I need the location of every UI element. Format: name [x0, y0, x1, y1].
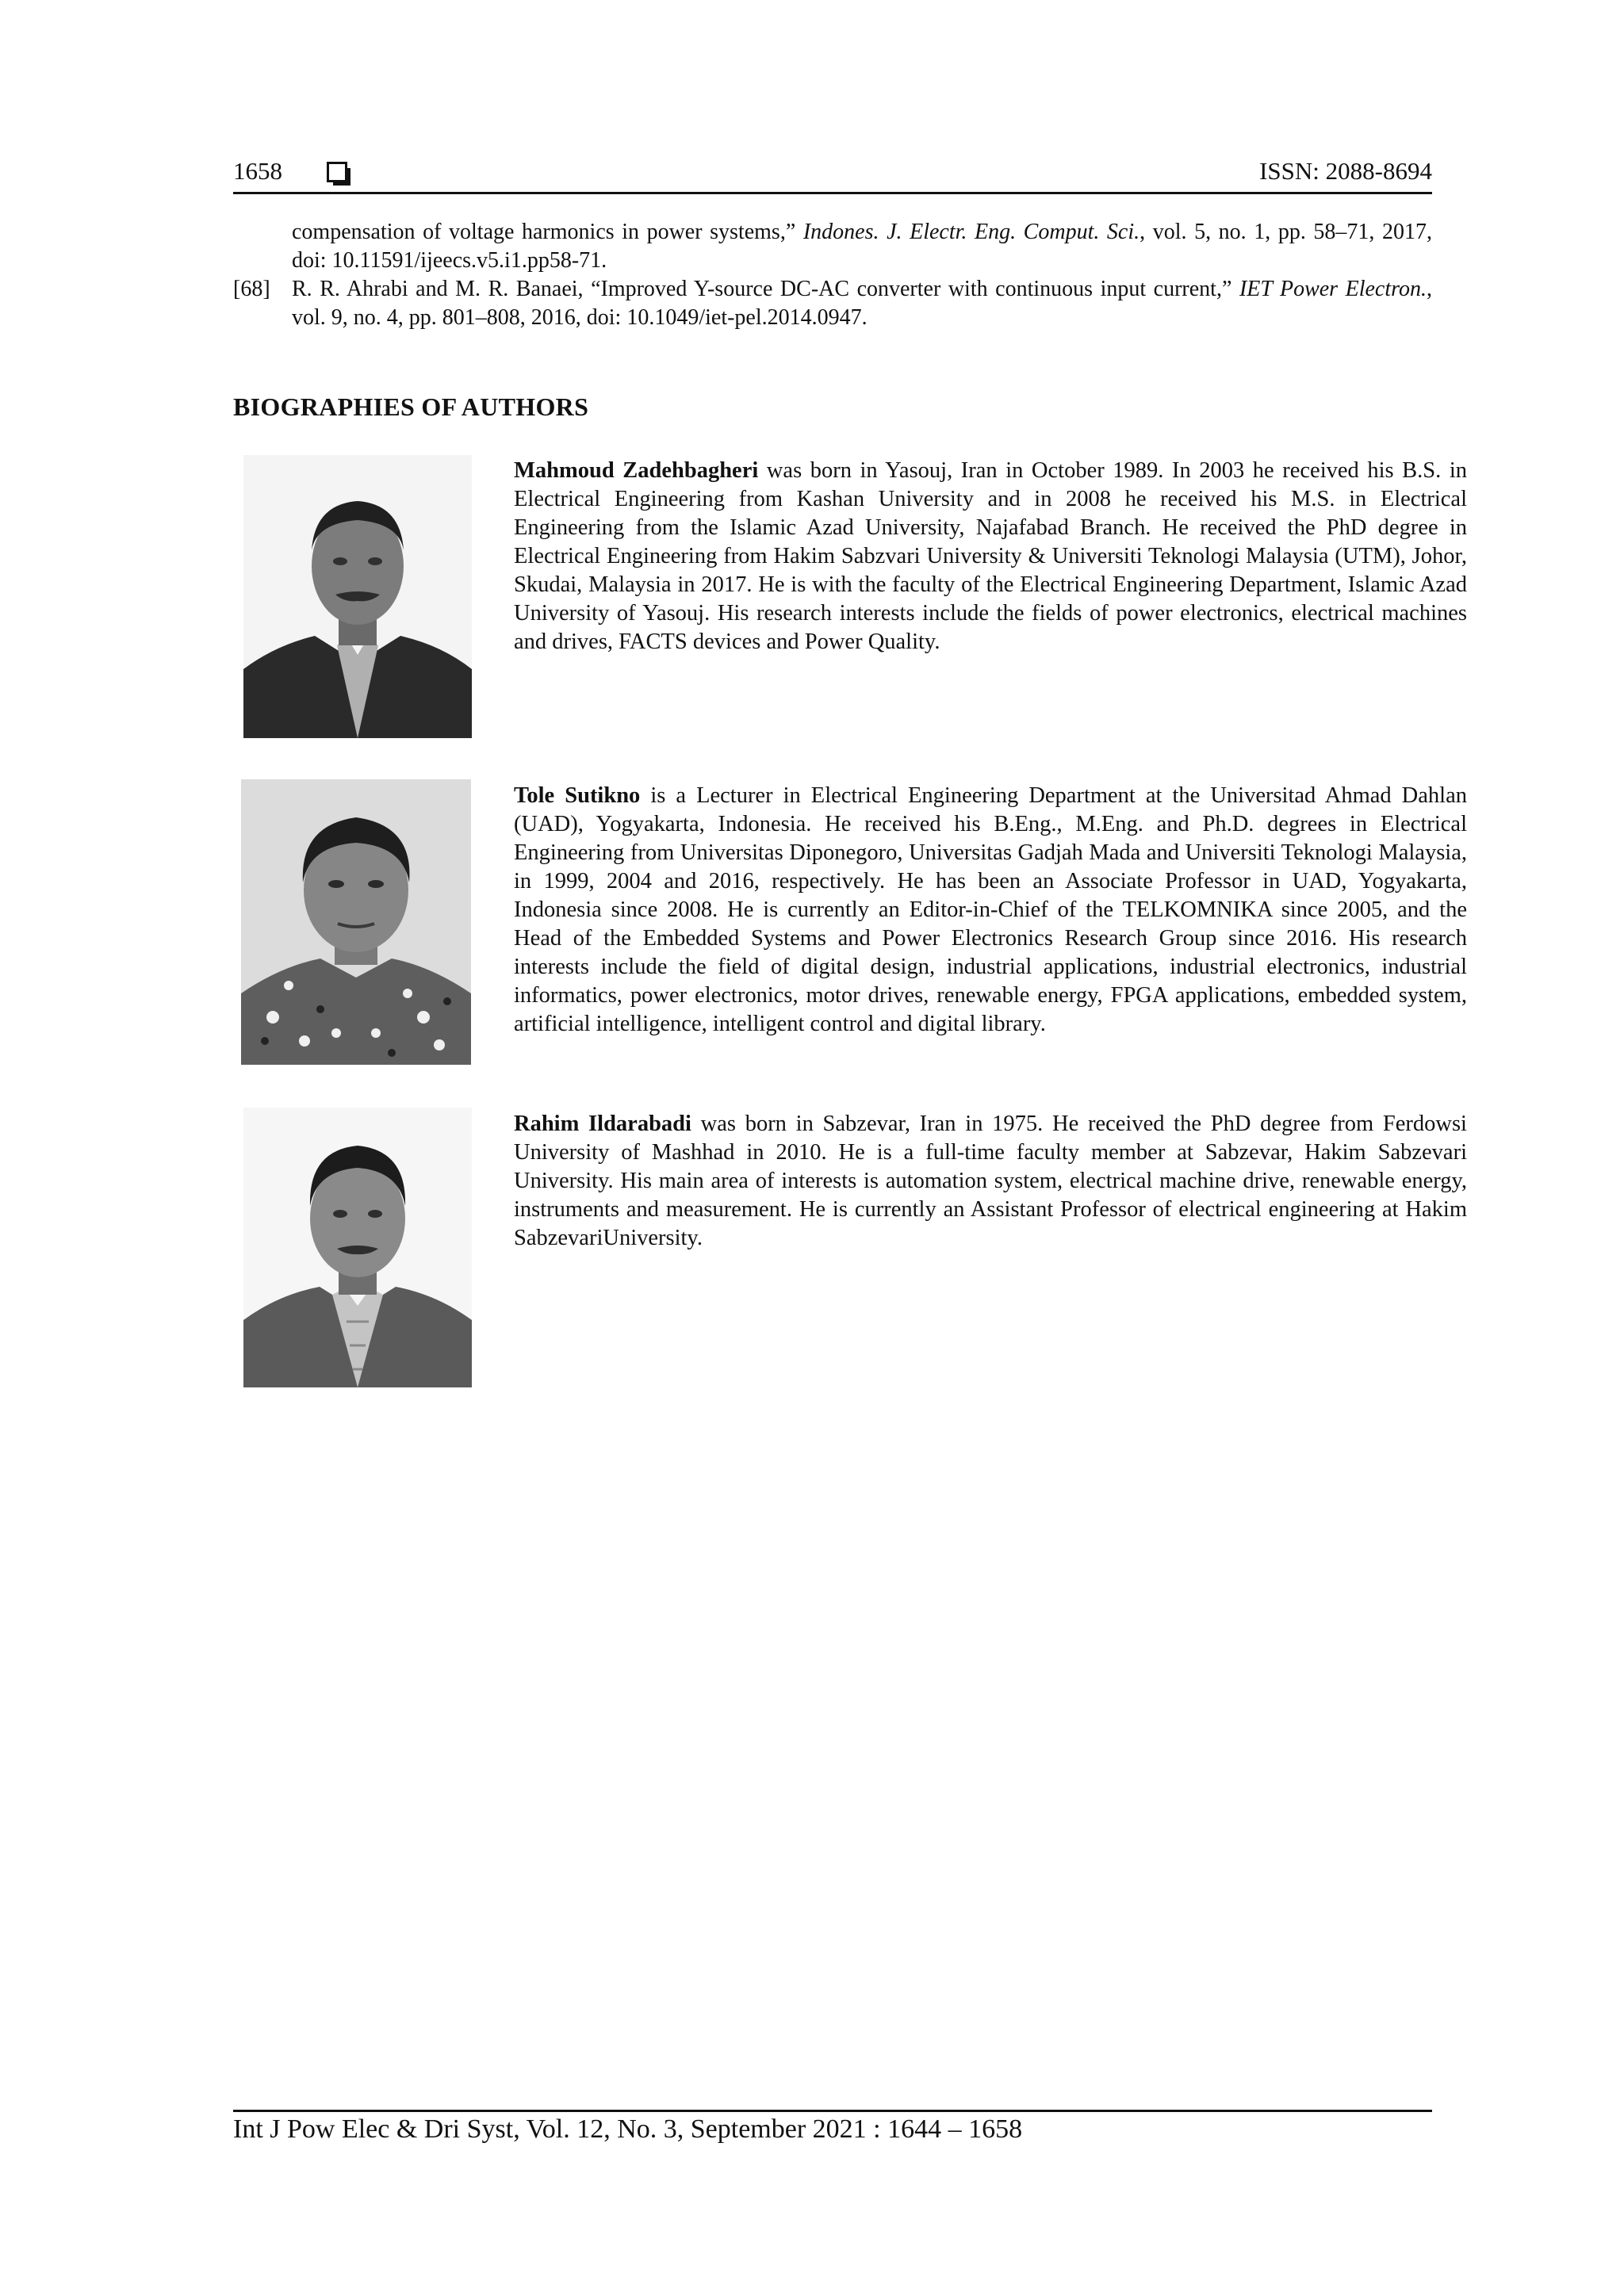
author-bio [514, 1110, 1467, 1253]
reference-details: , vol. 9, no. 4, pp. 801–808, 2016, doi: 10.1049/iet-pel.2014.0947. [292, 277, 1432, 330]
author-photo [243, 455, 472, 738]
reference-text: R. R. Ahrabi and M. R. Banaei, “Improved Y-source DC-AC converter with continuous input current,” [292, 277, 1239, 301]
author-bio-text: was born in Yasouj, Iran in October 1989. In 2003 he received his B.S. in Electrical Engineering from Kashan University and in 2008 he received his M.S. in Electrical Engineering from the Islamic Azad University, Najafabad Branch. He received the PhD degree in Electrical Engineering from Hakim Sabzvari University & Universiti Teknologi Malaysia (UTM), Johor, Skudai, Malaysia in 2017. He is with the faculty of the Electrical Engineering Department, Islamic Azad University of Yasouj. His research interests include the fields of power electronics, electrical machines and drives, FACTS devices and Power Quality. [514, 458, 1467, 654]
footer-citation: Int J Pow Elec & Dri Syst, Vol. 12, No. 3, September 2021 : 1644 – 1658 [233, 2114, 1023, 2144]
reference-list [233, 218, 1432, 332]
reference-item [233, 218, 1432, 275]
author-name: Tole Sutikno [514, 783, 641, 808]
author-photo [241, 779, 471, 1065]
reference-number: [68] [233, 277, 270, 301]
page-number: 1658 [233, 157, 282, 185]
checkbox-square-icon [327, 162, 347, 182]
issn-label: ISSN: 2088-8694 [1259, 157, 1432, 185]
author-bio [514, 457, 1467, 656]
author-bio-text: is a Lecturer in Electrical Engineering Department at the Universitad Ahmad Dahlan (UAD), Yogyakarta, Indonesia. He received his B.Eng., M.Eng. and Ph.D. degrees in Electrical Engineering from Universitas Diponegoro, Universitas Gadjah Mada and Universiti Teknologi Malaysia, in 1999, 2004 and 2016, respectively. He has been an Associate Professor in UAD, Yogyakarta, Indonesia since 2008. He is currently an Editor-in-Chief of the TELKOMNIKA since 2005, and the Head of the Embedded Systems and Power Electronics Research Group since 2016. His research interests include the field of digital design, industrial applications, industrial electronics, industrial informatics, power electronics, motor drives, renewable energy, FPGA applications, embedded system, artificial intelligence, intelligent control and digital library. [514, 783, 1467, 1036]
author-name: Mahmoud Zadehbagheri [514, 458, 759, 483]
author-photo [243, 1108, 472, 1387]
author-name: Rahim Ildarabadi [514, 1112, 691, 1136]
author-bio [514, 782, 1467, 1039]
author-bio-text: was born in Sabzevar, Iran in 1975. He received the PhD degree from Ferdowsi University of Mashhad in 2010. He is a full-time faculty member at Sabzevar, Hakim Sabzevari University. His main area of interests is automation system, electrical machine drive, renewable energy, instruments and measurement. He is currently an Assistant Professor of electrical engineering at Hakim SabzevariUniversity. [514, 1112, 1467, 1250]
reference-text: compensation of voltage harmonics in power systems,” [292, 220, 803, 244]
reference-journal: IET Power Electron. [1239, 277, 1427, 301]
section-title: BIOGRAPHIES OF AUTHORS [233, 392, 589, 421]
reference-item [233, 275, 1432, 332]
reference-details: , vol. 5, no. 1, pp. 58–71, 2017, doi: 10.11591/ijeecs.v5.i1.pp58-71. [292, 220, 1433, 273]
reference-journal: Indones. J. Electr. Eng. Comput. Sci. [802, 220, 1140, 244]
header-rule [233, 192, 1432, 194]
